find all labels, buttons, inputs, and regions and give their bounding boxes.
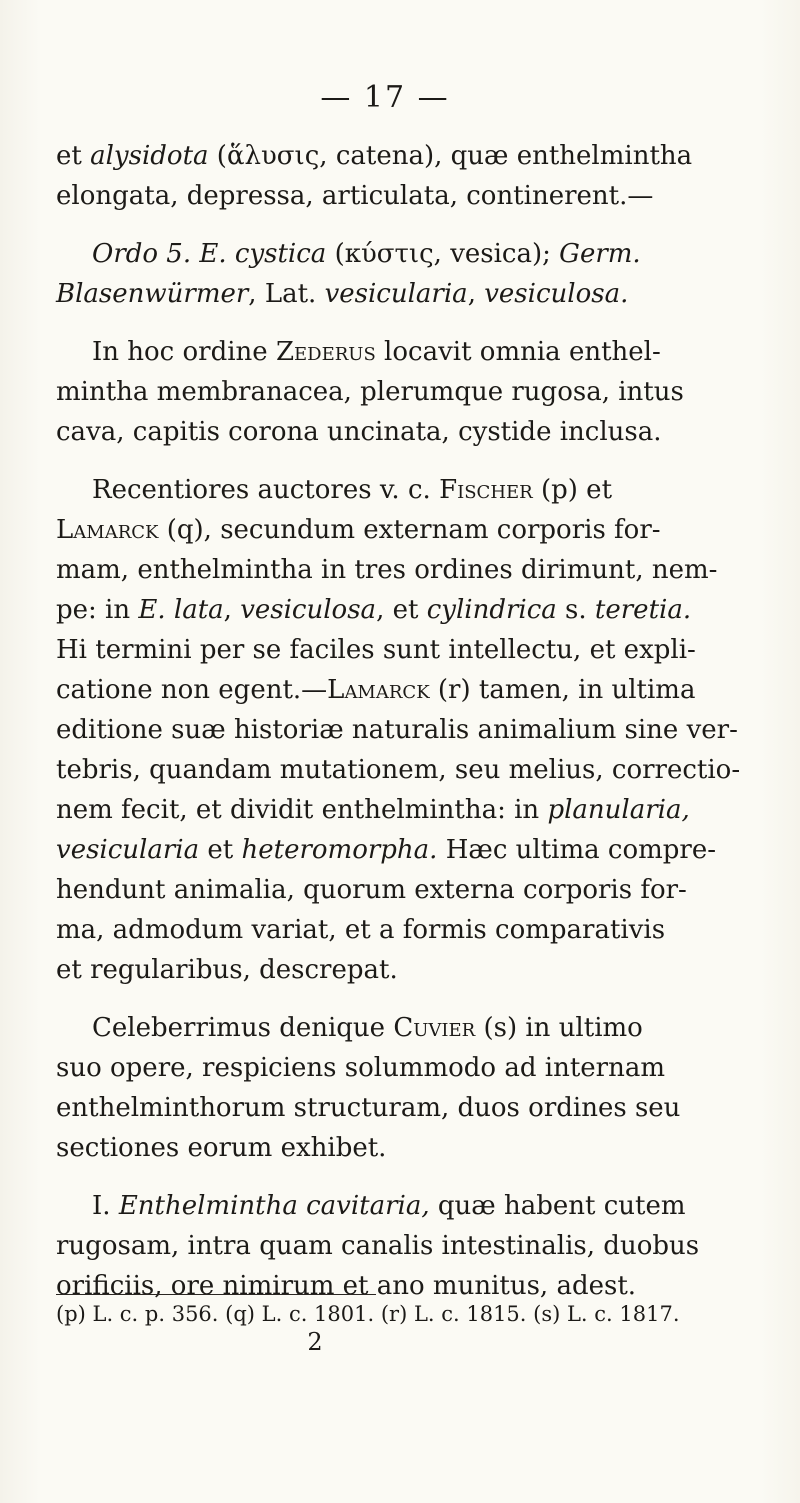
- text-line: [56, 750, 741, 790]
- italic-text: heteromorpha.: [241, 835, 438, 865]
- text-run: tebris, quandam mutationem, seu melius, correctio-: [56, 755, 741, 785]
- text-line: [56, 1186, 706, 1226]
- text-line: [56, 870, 706, 910]
- text-run: (s) in ultimo: [475, 1013, 643, 1043]
- text-run: sectiones eorum exhibet.: [56, 1133, 387, 1163]
- text-run: (ἅλυσις, catena), quæ enthelmintha: [208, 141, 693, 171]
- text-line: [56, 1128, 706, 1168]
- text-run: ,: [223, 595, 241, 625]
- text-line: [56, 332, 706, 372]
- italic-text: vesicularia: [56, 835, 200, 865]
- text-run: quæ habent cutem: [429, 1191, 686, 1221]
- italic-text: vesicularia: [324, 279, 468, 309]
- italic-text: E. lata: [138, 595, 224, 625]
- italic-text: Ordo 5. E. cystica: [92, 239, 327, 269]
- text-line: [56, 510, 706, 550]
- italic-text: teretia.: [594, 595, 692, 625]
- text-line: [56, 670, 706, 710]
- text-line: [56, 950, 706, 990]
- text-run: rugosam, intra quam canalis intestinalis, duobus: [56, 1231, 700, 1261]
- paragraph: [56, 470, 741, 990]
- author-name: Lamarck: [56, 515, 159, 545]
- paragraph: [56, 1186, 706, 1306]
- page-number: — 17 —: [320, 80, 450, 115]
- text-line: [56, 176, 706, 216]
- text-run: cava, capitis corona uncinata, cystide inclusa.: [56, 417, 662, 447]
- text-line: [56, 470, 706, 510]
- text-run: catione non egent.—: [56, 675, 328, 705]
- text-run: et: [56, 141, 91, 171]
- text-run: et: [199, 835, 242, 865]
- text-run: (κύστις, vesica);: [326, 239, 560, 269]
- text-line: [56, 790, 706, 830]
- author-name: Fischer: [439, 475, 533, 505]
- text-run: orificiis, ore nimirum et ano munitus, adest.: [56, 1271, 637, 1301]
- text-run: mintha membranacea, plerumque rugosa, intus: [56, 377, 684, 407]
- body-text: [56, 136, 741, 1306]
- text-line: [56, 1226, 706, 1266]
- text-line: [56, 412, 706, 452]
- italic-text: Enthelmintha cavitaria,: [118, 1191, 430, 1221]
- footnotes: (p) L. c. p. 356. (q) L. c. 1801. (r) L. c. 1815. (s) L. c. 1817.: [56, 1302, 680, 1326]
- text-line: [56, 234, 706, 274]
- text-run: ma, admodum variat, et a formis comparativis: [56, 915, 666, 945]
- text-line: [56, 1008, 706, 1048]
- text-line: [56, 590, 706, 630]
- italic-text: alysidota: [90, 141, 209, 171]
- text-run: I.: [92, 1191, 119, 1221]
- text-run: Hæc ultima compre-: [437, 835, 716, 865]
- text-run: pe: in: [56, 595, 139, 625]
- paragraph: [56, 332, 706, 452]
- text-run: et regularibus, descrepat.: [56, 955, 398, 985]
- text-run: elongata, depressa, articulata, continerent.—: [56, 181, 654, 211]
- text-run: Recentiores auctores v. c.: [92, 475, 440, 505]
- text-run: hendunt animalia, quorum externa corporis for-: [56, 875, 687, 905]
- text-line: [56, 136, 706, 176]
- text-line: [56, 630, 706, 670]
- italic-text: vesiculosa: [240, 595, 377, 625]
- text-run: , Lat.: [248, 279, 325, 309]
- text-line: [56, 372, 706, 412]
- text-run: In hoc ordine: [92, 337, 276, 367]
- text-run: , et: [376, 595, 427, 625]
- italic-text: planularia,: [547, 795, 690, 825]
- text-line: [56, 830, 716, 870]
- footnote-rule: [56, 1294, 376, 1295]
- italic-text: Blasenwürmer: [56, 279, 249, 309]
- italic-text: cylindrica: [426, 595, 557, 625]
- text-run: Hi termini per se faciles sunt intellectu, et expli-: [56, 635, 696, 665]
- text-run: enthelminthorum structuram, duos ordines seu: [56, 1093, 681, 1123]
- text-run: s.: [556, 595, 595, 625]
- text-run: nem fecit, et dividit enthelmintha: in: [56, 795, 548, 825]
- text-line: [56, 710, 738, 750]
- author-name: Lamarck: [327, 675, 430, 705]
- text-run: (r) tamen, in ultima: [429, 675, 696, 705]
- text-run: mam, enthelmintha in tres ordines dirimunt, nem-: [56, 555, 718, 585]
- text-line: [56, 550, 718, 590]
- text-run: suo opere, respiciens solummodo ad internam: [56, 1053, 665, 1083]
- signature-mark: 2: [307, 1328, 323, 1356]
- italic-text: Germ.: [559, 239, 641, 269]
- paragraph: [56, 1008, 706, 1168]
- text-run: (p) et: [532, 475, 613, 505]
- text-line: [56, 910, 706, 950]
- text-run: locavit omnia enthel-: [375, 337, 661, 367]
- italic-text: vesiculosa.: [484, 279, 629, 309]
- author-name: Cuvier: [393, 1013, 476, 1043]
- text-run: ,: [467, 279, 485, 309]
- text-run: (q), secundum externam corporis for-: [158, 515, 661, 545]
- paragraph: [56, 234, 706, 314]
- author-name: Zederus: [275, 337, 376, 367]
- text-line: [56, 1048, 706, 1088]
- text-run: Celeberrimus denique: [92, 1013, 394, 1043]
- paragraph: [56, 136, 706, 216]
- text-line: [56, 1088, 706, 1128]
- text-run: editione suæ historiæ naturalis animalium sine ver-: [56, 715, 738, 745]
- text-line: [56, 274, 706, 314]
